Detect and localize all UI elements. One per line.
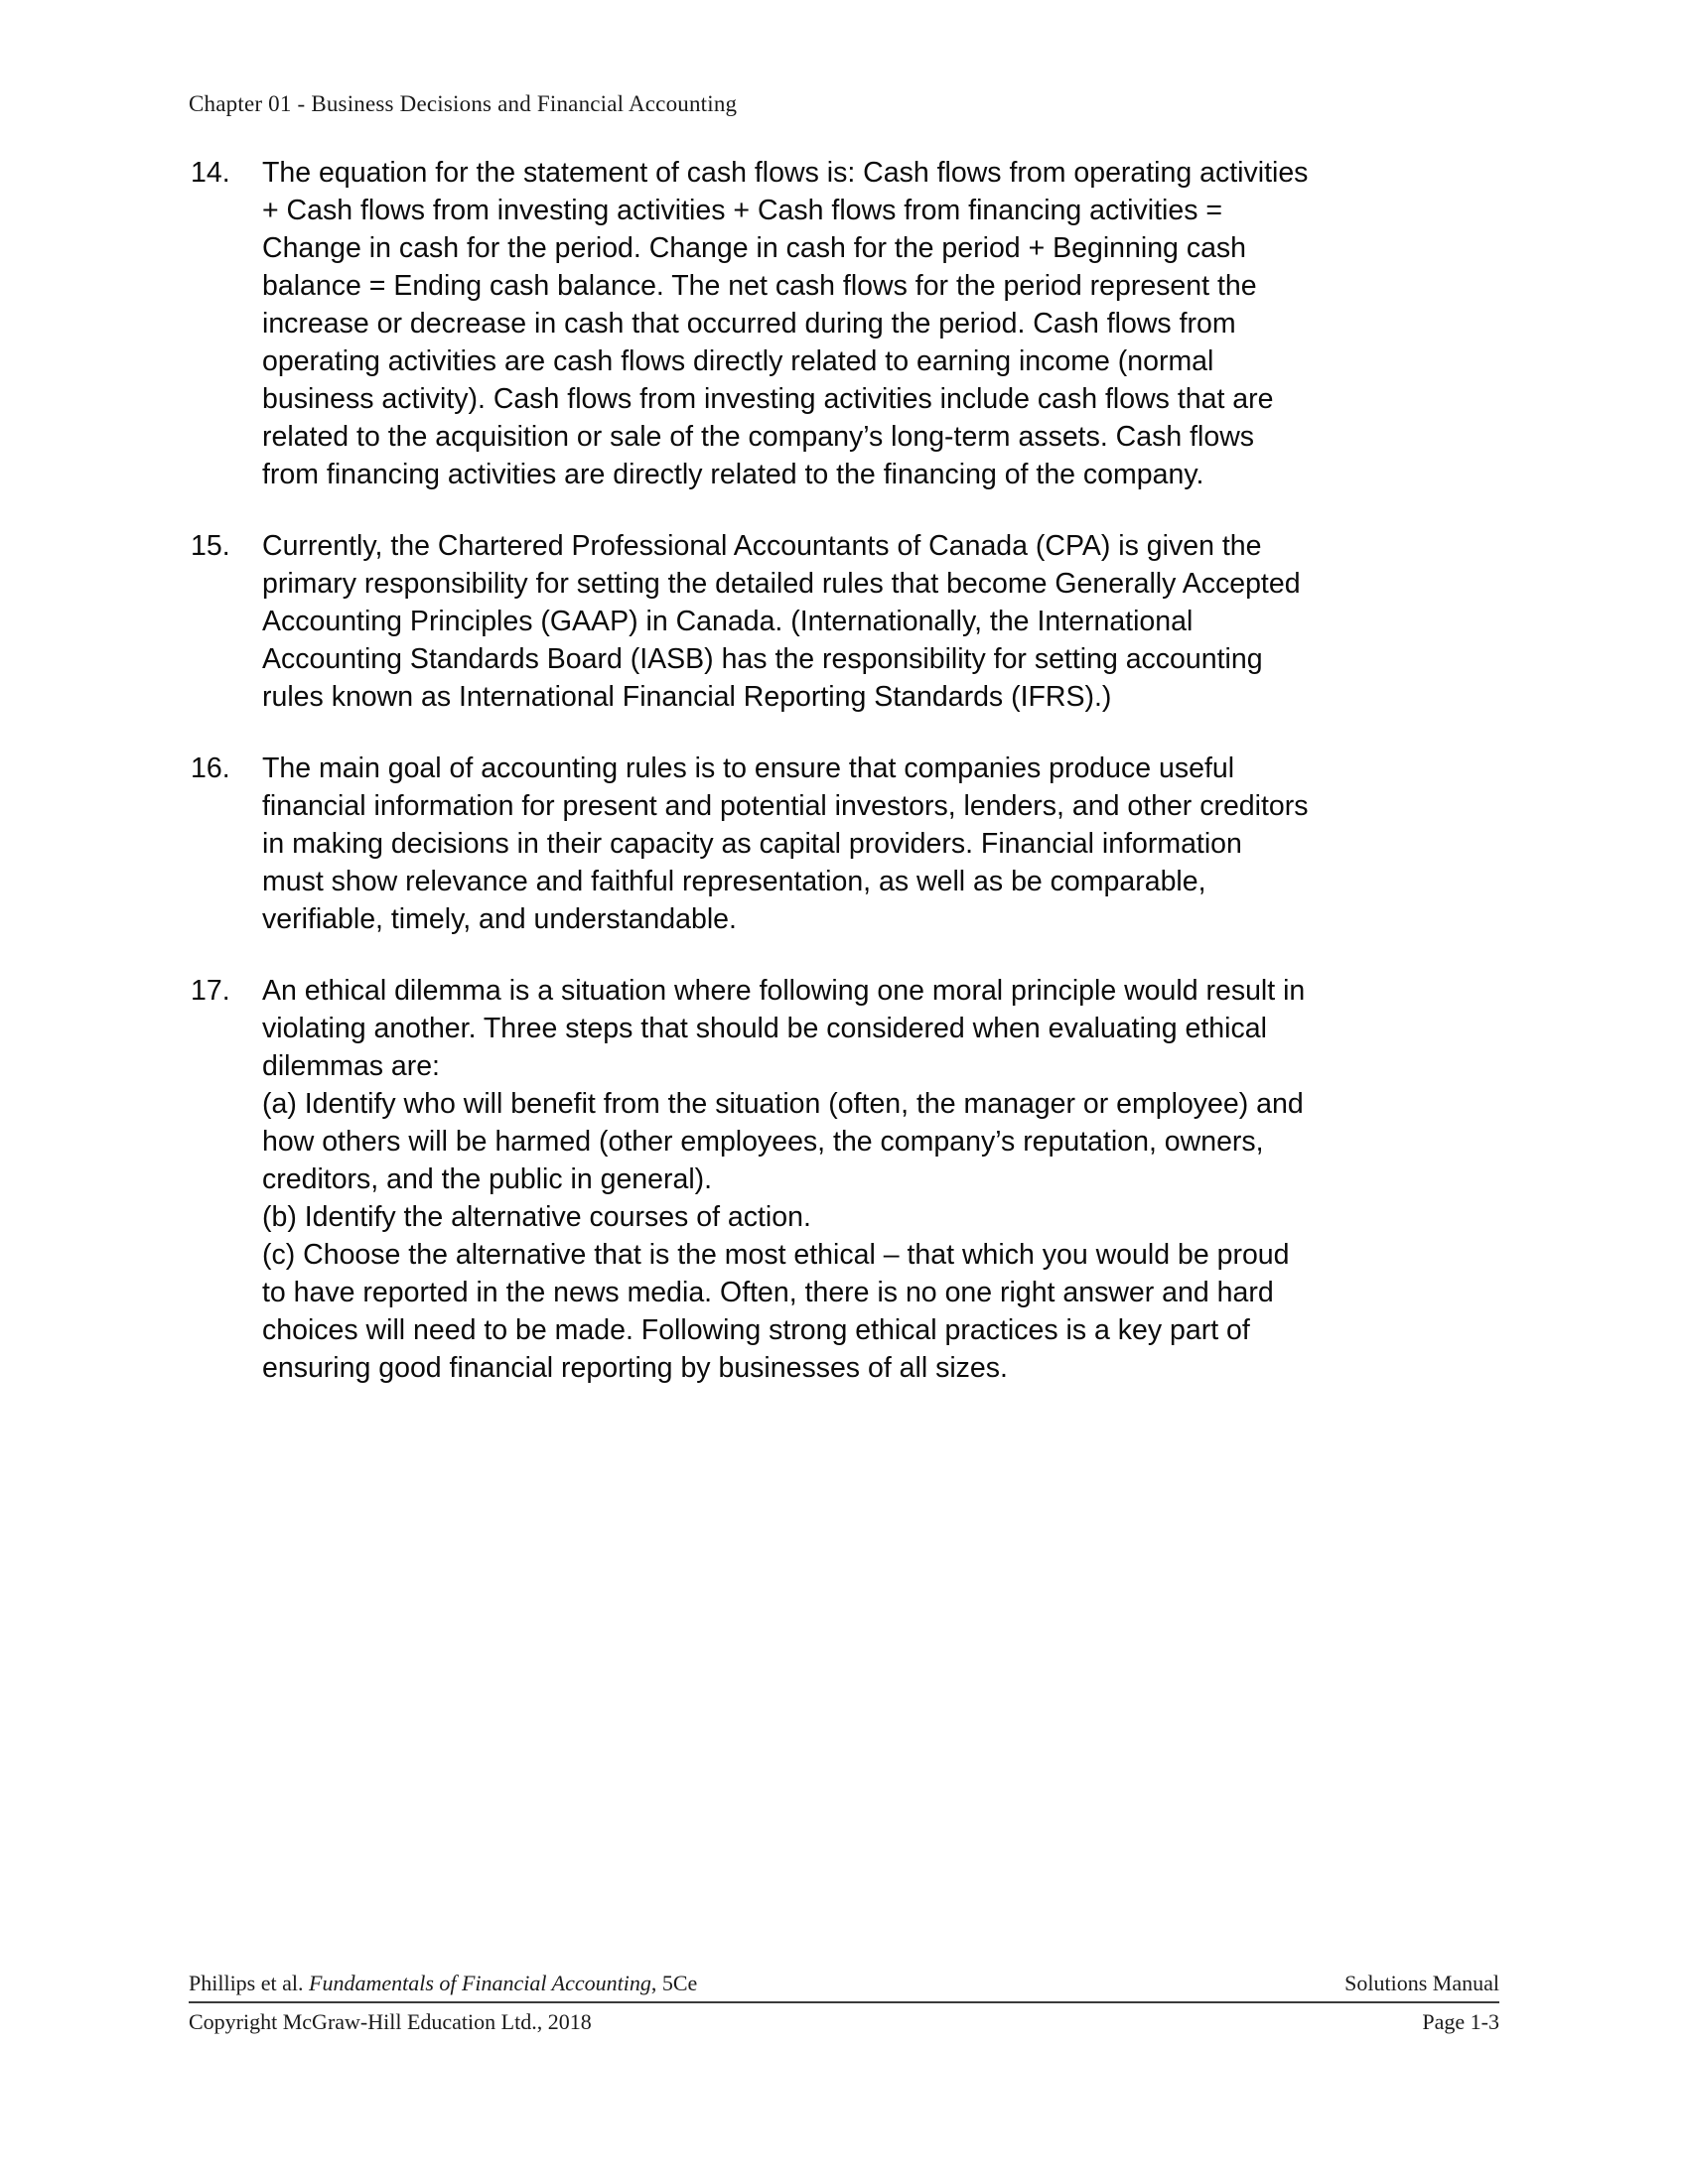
item-paragraph: An ethical dilemma is a situation where following one moral principle would result in violating another. Three steps that should be considered when evaluating ethical dilemmas are:	[262, 975, 1306, 1082]
footer-edition: , 5Ce	[650, 1971, 698, 1995]
sub-item-c: (c) Choose the alternative that is the most ethical – that which you would be proud to have reported in the news media. Often, there is no one right answer and hard choices will need to be made. Following strong ethical practices is a key part of ensuring good financial reporting by businesses of all sizes.	[262, 1239, 1290, 1384]
list-item	[189, 972, 1311, 1387]
footer-divider	[189, 2001, 1499, 2003]
footer-top-row	[189, 1971, 1499, 2001]
document-body	[189, 154, 1311, 1421]
footer-book-title: Fundamentals of Financial Accounting	[309, 1971, 651, 1995]
footer-bottom-row	[189, 2009, 1499, 2035]
sub-item-b: (b) Identify the alternative courses of action.	[262, 1201, 811, 1233]
item-body	[262, 972, 1311, 1387]
item-number: 17.	[191, 975, 230, 1007]
page-header: Chapter 01 - Business Decisions and Financial Accounting	[189, 91, 738, 116]
item-number: 15.	[191, 530, 230, 562]
footer-copyright: Copyright McGraw-Hill Education Ltd., 2018	[189, 2009, 592, 2034]
item-paragraph: The equation for the statement of cash flows is: Cash flows from operating activities + Cash flows from investing activities + Cash flows from financing activities = Change in cash for the period. Change in cash for the period + Beginning cash balance = Ending cash balance. The net cash flows for the period represent the increase or decrease in cash that occurred during the period. Cash flows from operating activities are cash flows directly related to earning income (normal business activity). Cash flows from investing activities include cash flows that are related to the acquisition or sale of the company’s long-term assets. Cash flows from financing activities are directly related to the financing of the company.	[262, 157, 1309, 490]
list-item	[189, 527, 1311, 716]
item-paragraph: The main goal of accounting rules is to ensure that companies produce useful financial information for present and potential investors, lenders, and other creditors in making decisions in their capacity as capital providers. Financial information must show relevance and faithful representation, as well as be comparable, verifiable, timely, and understandable.	[262, 752, 1309, 935]
item-number: 14.	[191, 157, 230, 189]
footer-manual-label: Solutions Manual	[1344, 1971, 1499, 1995]
footer-page-number: Page 1-3	[1422, 2009, 1499, 2034]
item-paragraph: Currently, the Chartered Professional Accountants of Canada (CPA) is given the primary responsibility for setting the detailed rules that become Generally Accepted Accounting Principles (GAAP) in Canada. (Internationally, the International Accounting Standards Board (IASB) has the responsibility for setting accounting rules known as International Financial Reporting Standards (IFRS).)	[262, 530, 1301, 713]
list-item	[189, 154, 1311, 493]
footer-source-citation	[189, 1971, 697, 1996]
sub-item-a: (a) Identify who will benefit from the situation (often, the manager or employee) and how others will be harmed (other employees, the company’s reputation, owners, creditors, and the public in general).	[262, 1088, 1304, 1195]
footer-author: Phillips et al.	[189, 1971, 309, 1995]
item-number: 16.	[191, 752, 230, 784]
item-body	[262, 527, 1311, 716]
page-footer	[189, 1971, 1499, 2035]
list-item	[189, 750, 1311, 938]
item-body	[262, 154, 1311, 493]
item-body	[262, 750, 1311, 938]
